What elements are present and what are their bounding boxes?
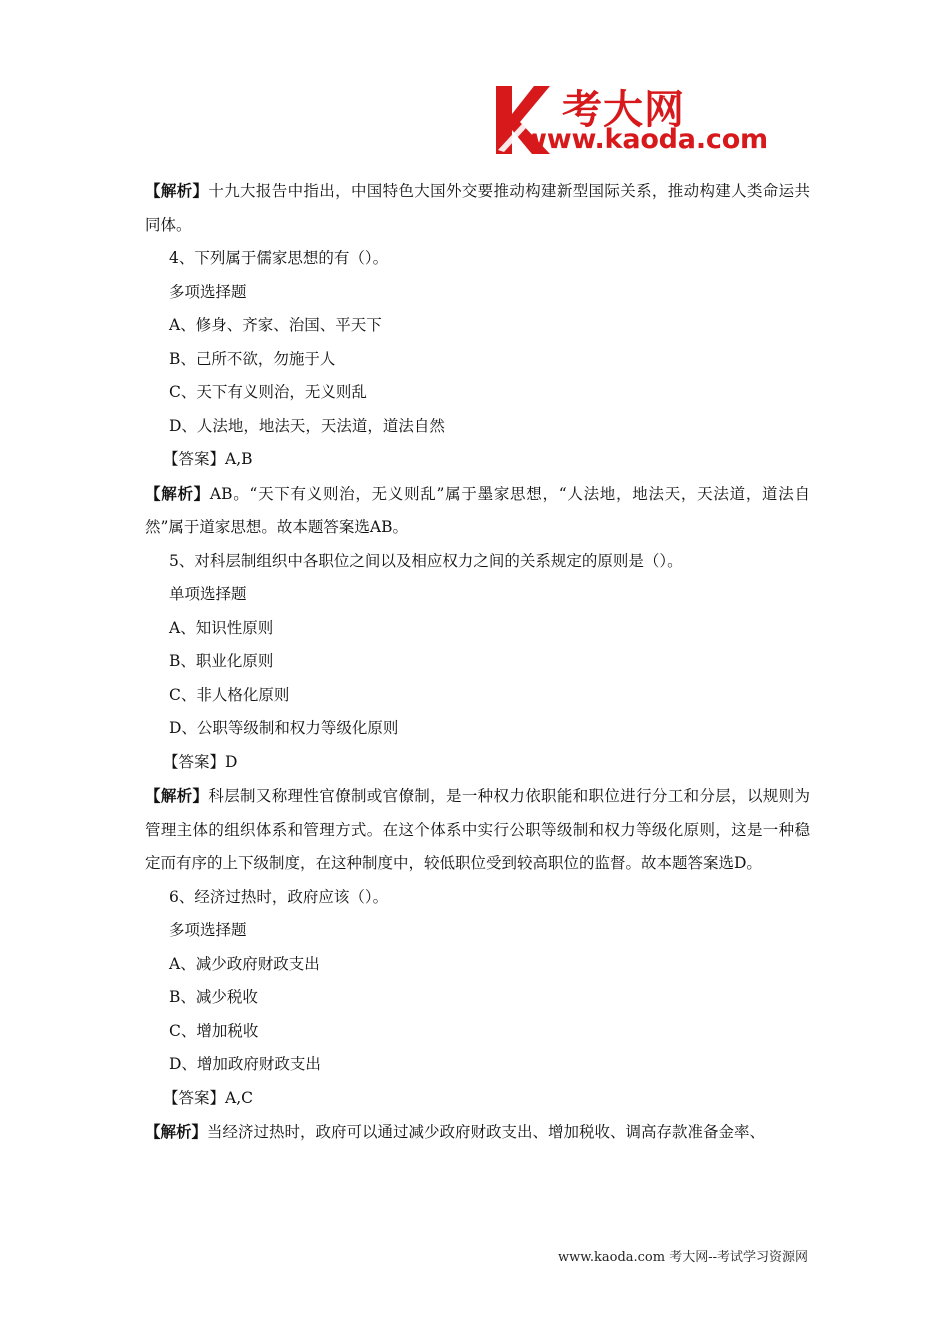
- logo-title: 考大网: [562, 87, 685, 133]
- question-stem: 4、下列属于儒家思想的有（）。: [169, 249, 389, 267]
- analysis-paragraph: [145, 477, 810, 545]
- option-b: B、减少税收: [169, 988, 258, 1006]
- analysis-text: 当经济过热时，政府可以通过减少政府财政支出、增加税收、调高存款准备金率、: [207, 1123, 766, 1141]
- question-type: 单项选择题: [169, 585, 247, 603]
- option-d: D、公职等级制和权力等级化原则: [169, 719, 399, 737]
- analysis-text: AB。“天下有义则治，无义则乱”属于墨家思想，“人法地，地法天，天法道，道法自然”属于道家思想。故本题答案选AB。: [145, 484, 810, 536]
- answer-tag: 【答案】: [163, 1088, 226, 1107]
- analysis-paragraph: [145, 174, 810, 242]
- analysis-text: 十九大报告中指出，中国特色大国外交要推动构建新型国际关系，推动构建人类命运共同体。: [145, 182, 810, 234]
- option-b: B、己所不欲，勿施于人: [169, 349, 336, 368]
- analysis-tag: 【解析】: [145, 483, 210, 503]
- option-d: D、人法地，地法天，天法道，道法自然: [169, 416, 445, 435]
- answer-tag: 【答案】: [163, 450, 226, 468]
- document-body: [145, 174, 810, 1149]
- answer-text: D: [225, 752, 238, 771]
- logo-url: www.kaoda.com: [522, 124, 768, 155]
- page-footer: www.kaoda.com 考大网--考试学习资源网: [558, 1250, 808, 1265]
- option-c: C、天下有义则治，无义则乱: [169, 383, 367, 401]
- answer-line: [145, 746, 810, 780]
- answer-text: A,B: [225, 450, 253, 468]
- option-c: C、增加税收: [169, 1021, 259, 1040]
- answer-line: [145, 443, 810, 477]
- answer-tag: 【答案】: [163, 752, 226, 771]
- option-d: D、增加政府财政支出: [169, 1055, 321, 1073]
- kaoda-logo: [492, 80, 812, 160]
- analysis-tag: 【解析】: [145, 181, 209, 200]
- option-c: C、非人格化原则: [169, 685, 290, 704]
- analysis-text: 科层制又称理性官僚制或官僚制，是一种权力依职能和职位进行分工和分层，以规则为管理主体的组织体系和管理方式。在这个体系中实行公职等级制和权力等级化原则，这是一种稳定而有序的上下级制度，在这种制度中，较低职位受到较高职位的监督。故本题答案选D。: [145, 787, 810, 872]
- question-type: 多项选择题: [169, 282, 247, 301]
- analysis-tag: 【解析】: [145, 786, 209, 805]
- question-stem: 5、对科层制组织中各职位之间以及相应权力之间的关系规定的原则是（）。: [169, 551, 683, 570]
- option-a: A、知识性原则: [169, 618, 274, 637]
- option-a: A、修身、齐家、治国、平天下: [169, 316, 382, 334]
- analysis-paragraph: [145, 779, 810, 881]
- answer-line: [145, 1082, 810, 1116]
- question-type: 多项选择题: [169, 921, 247, 939]
- question-stem: 6、经济过热时，政府应该（）。: [169, 887, 389, 906]
- analysis-tag: 【解析】: [145, 1122, 208, 1141]
- answer-text: A,C: [225, 1088, 253, 1107]
- option-b: B、职业化原则: [169, 652, 274, 670]
- option-a: A、减少政府财政支出: [169, 954, 320, 973]
- analysis-paragraph: [145, 1115, 810, 1149]
